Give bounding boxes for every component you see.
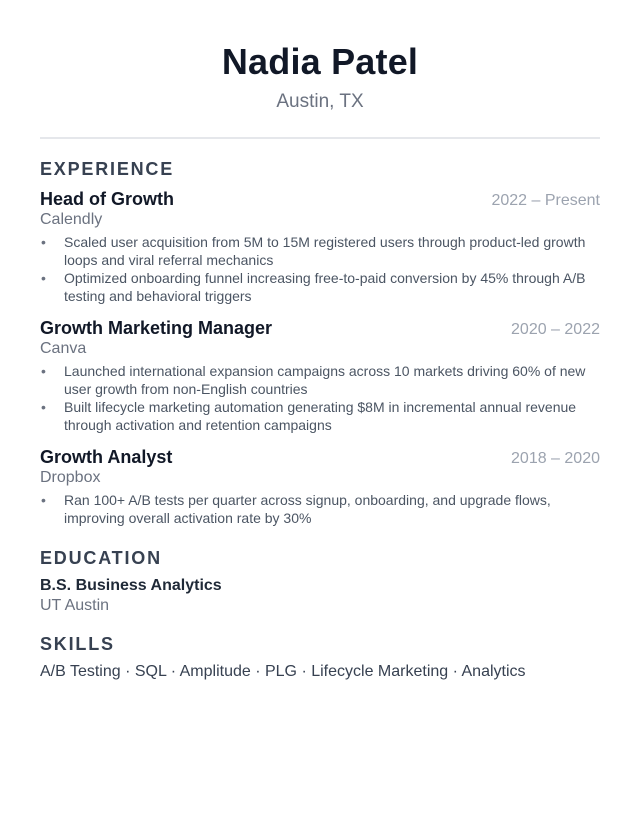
job-entry (40, 317, 600, 434)
bullet-text: Ran 100+ A/B tests per quarter across signup, onboarding, and upgrade flows, improving overall activation rate by 30% (64, 492, 551, 526)
job-bullets (40, 233, 600, 305)
job-company: Canva (40, 340, 87, 357)
job-company: Calendly (40, 211, 103, 228)
bullet-item (40, 269, 600, 305)
bullet-icon: • (41, 270, 46, 286)
bullet-icon: • (41, 363, 46, 379)
bullet-text: Optimized onboarding funnel increasing free-to-paid conversion by 45% through A/B testing and behavioral triggers (64, 270, 586, 304)
job-dates: 2022 – Present (491, 192, 600, 209)
job-header (40, 188, 600, 210)
job-title: Head of Growth (40, 189, 174, 209)
skills-heading: SKILLS (40, 634, 115, 654)
bullet-item (40, 398, 600, 434)
job-header (40, 446, 600, 468)
bullet-item (40, 233, 600, 269)
bullet-icon: • (41, 234, 46, 250)
job-company: Dropbox (40, 469, 101, 486)
job-dates: 2020 – 2022 (511, 321, 600, 338)
job-entry (40, 446, 600, 527)
bullet-text: Scaled user acquisition from 5M to 15M registered users through product-led growth loops and viral referral mechanics (64, 234, 586, 268)
experience-section (40, 158, 600, 527)
bullet-item (40, 362, 600, 398)
experience-heading: EXPERIENCE (40, 159, 175, 179)
job-dates: 2018 – 2020 (511, 450, 600, 467)
skills-section (40, 633, 600, 682)
job-bullets (40, 491, 600, 527)
candidate-name: Nadia Patel (221, 41, 419, 82)
job-title: Growth Marketing Manager (40, 318, 273, 338)
bullet-text: Launched international expansion campaigns across 10 markets driving 60% of new user growth from non-English countries (64, 363, 586, 397)
bullet-icon: • (41, 492, 46, 508)
education-school: UT Austin (40, 597, 110, 614)
skills-list: A/B Testing · SQL · Amplitude · PLG · Lifecycle Marketing · Analytics (40, 663, 526, 680)
job-bullets (40, 362, 600, 434)
job-entry (40, 188, 600, 305)
candidate-location: Austin, TX (276, 91, 364, 112)
bullet-icon: • (41, 399, 46, 415)
header-divider (40, 137, 600, 139)
job-title: Growth Analyst (40, 447, 173, 467)
resume-header (40, 0, 600, 114)
education-heading: EDUCATION (40, 548, 162, 568)
education-degree: B.S. Business Analytics (40, 577, 222, 594)
bullet-text: Built lifecycle marketing automation generating $8M in incremental annual revenue through activation and retention campaigns (64, 399, 577, 433)
education-section (40, 547, 600, 616)
job-header (40, 317, 600, 339)
bullet-item (40, 491, 600, 527)
